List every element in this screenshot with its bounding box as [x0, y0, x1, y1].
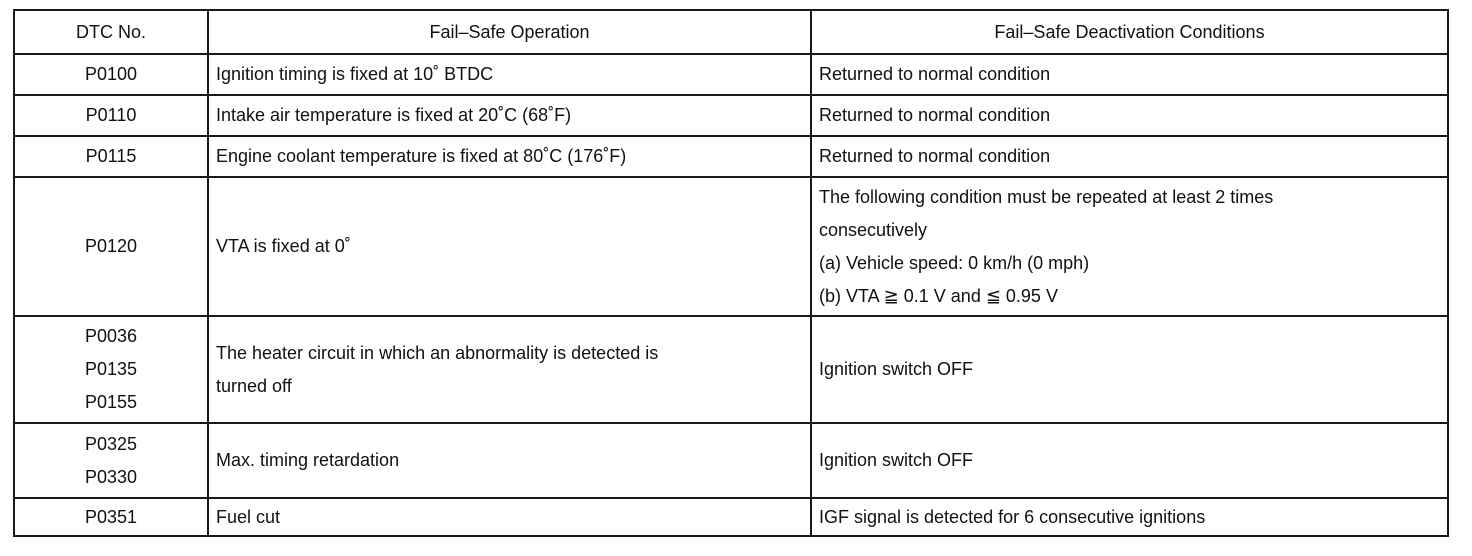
- operation-text: The heater circuit in which an abnormality is detected is: [216, 342, 659, 363]
- dtc-code: P0110: [85, 105, 137, 125]
- condition-cell: [811, 498, 1448, 536]
- condition-text: The following condition must be repeated at least 2 times: [819, 186, 1274, 207]
- operation-text: Engine coolant temperature is fixed at 80˚C (176˚F): [216, 146, 627, 166]
- header-deactivation-conditions: Fail–Safe Deactivation Conditions: [811, 10, 1448, 54]
- header-fail-safe-operation: Fail–Safe Operation: [208, 10, 811, 54]
- table-header-row: [14, 10, 1448, 54]
- dtc-code: P0120: [84, 236, 138, 256]
- operation-text: Max. timing retardation: [216, 450, 400, 470]
- condition-text: Returned to normal condition: [819, 146, 1051, 166]
- condition-text: (b) VTA ≧ 0.1 V and ≦ 0.95 V: [819, 285, 1058, 306]
- table-row: [14, 136, 1448, 177]
- condition-text: (a) Vehicle speed: 0 km/h (0 mph): [819, 252, 1090, 273]
- dtc-code: P0325: [84, 433, 138, 454]
- condition-text: consecutively: [819, 219, 928, 240]
- operation-cell: [208, 54, 811, 95]
- dtc-code-cell: [14, 423, 208, 498]
- operation-cell: [208, 423, 811, 498]
- header-dtc-no: DTC No.: [14, 10, 208, 54]
- dtc-code: P0155: [84, 392, 138, 412]
- dtc-code: P0100: [84, 64, 138, 84]
- operation-text: VTA is fixed at 0˚: [216, 236, 351, 256]
- condition-text: Returned to normal condition: [819, 64, 1051, 84]
- dtc-code: P0036: [84, 326, 138, 346]
- dtc-code: P0115: [85, 146, 137, 166]
- condition-text: Ignition switch OFF: [819, 450, 974, 470]
- operation-text: Ignition timing is fixed at 10˚ BTDC: [216, 64, 494, 84]
- dtc-code: P0330: [84, 466, 138, 487]
- condition-text: IGF signal is detected for 6 consecutive ignitions: [819, 506, 1206, 527]
- condition-cell: [811, 95, 1448, 136]
- operation-cell: [208, 136, 811, 177]
- operation-cell: [208, 498, 811, 536]
- condition-cell: [811, 423, 1448, 498]
- table-row: [14, 423, 1448, 498]
- table-row: [14, 498, 1448, 536]
- dtc-code-cell: [14, 316, 208, 423]
- table-row: [14, 54, 1448, 95]
- condition-text: Ignition switch OFF: [819, 359, 974, 379]
- operation-text: Fuel cut: [216, 506, 281, 527]
- condition-cell: [811, 136, 1448, 177]
- table-row: [14, 316, 1448, 423]
- condition-text: Returned to normal condition: [819, 105, 1051, 125]
- condition-cell: [811, 177, 1448, 316]
- dtc-code-cell: [14, 54, 208, 95]
- operation-cell: [208, 316, 811, 423]
- dtc-code-cell: [14, 177, 208, 316]
- operation-text: Intake air temperature is fixed at 20˚C (68˚F): [216, 105, 572, 125]
- dtc-code-cell: [14, 498, 208, 536]
- fail-safe-table: [13, 9, 1449, 537]
- operation-text: turned off: [216, 375, 292, 396]
- dtc-code-cell: [14, 95, 208, 136]
- operation-cell: [208, 177, 811, 316]
- dtc-code-cell: [14, 136, 208, 177]
- table-row: [14, 177, 1448, 316]
- operation-cell: [208, 95, 811, 136]
- dtc-code: P0351: [84, 506, 138, 527]
- condition-cell: [811, 316, 1448, 423]
- table-row: [14, 95, 1448, 136]
- dtc-code: P0135: [84, 359, 138, 379]
- condition-cell: [811, 54, 1448, 95]
